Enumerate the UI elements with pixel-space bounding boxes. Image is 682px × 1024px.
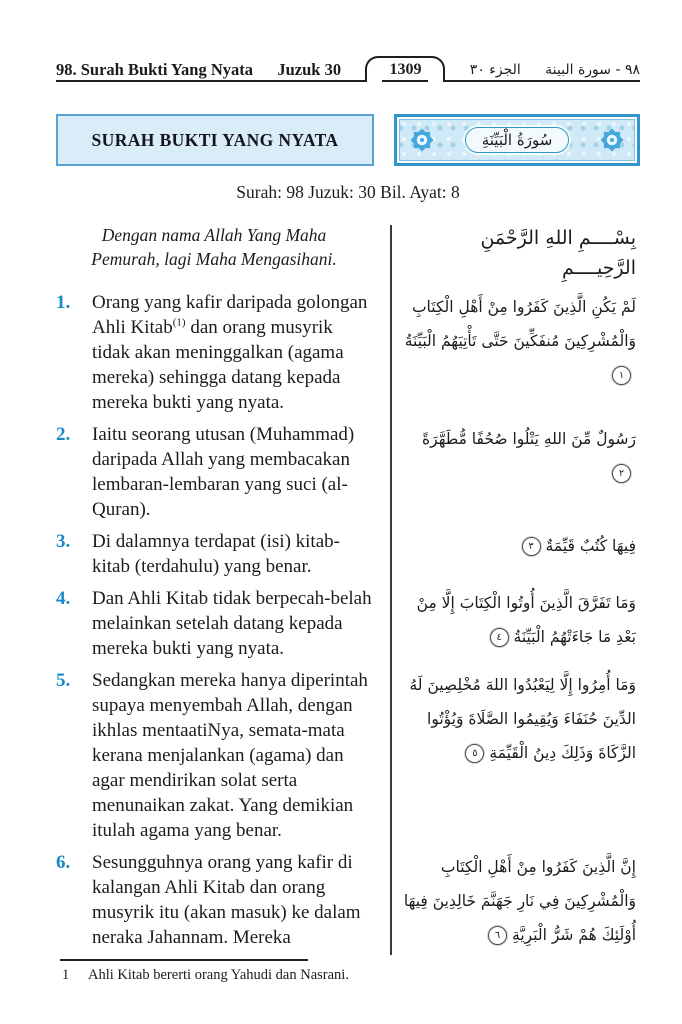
footnote-divider xyxy=(60,959,308,961)
footnote-block xyxy=(56,959,640,985)
surah-meta-line: Surah: 98 Juzuk: 30 Bil. Ayat: 8 xyxy=(236,182,460,202)
verse-6-number: 6. xyxy=(56,852,71,873)
surah-title-banner xyxy=(56,114,374,166)
verse-3-translation: Di dalamnya terdapat (isi) kitab-kitab (terdahulu) yang benar. xyxy=(92,531,340,577)
verse-row-4 xyxy=(56,586,640,661)
page-body xyxy=(56,223,640,983)
verse-3-arabic-cell xyxy=(390,529,640,579)
bismillah-translation-cell xyxy=(56,223,390,283)
ayah-end-marker: ١ xyxy=(612,366,631,385)
verse-1-arabic-cell xyxy=(390,290,640,415)
ayah-end-marker: ٥ xyxy=(465,744,484,763)
verse-2-translation-cell xyxy=(56,422,390,522)
ayah-end-marker: ٦ xyxy=(488,926,507,945)
verse-row-6 xyxy=(56,850,640,952)
verse-2-arabic: رَسُولٌ مِّنَ اللهِ يَتْلُوا صُحُفًا مُّطَهَّرَةً xyxy=(422,430,636,448)
page-header xyxy=(56,50,640,82)
verse-6-arabic: إِنَّ الَّذِينَ كَفَرُوا مِنْ أَهْلِ الْكِتَابِ وَالْمُشْرِكِينَ فِي نَارِ جَهَنَّمَ خَالِدِينَ فِيهَا أُوْلَئِكَ هُمْ شَرُّ الْبَرِيَّةِ xyxy=(403,858,636,944)
verse-1-arabic: لَمْ يَكُنِ الَّذِينَ كَفَرُوا مِنْ أَهْلِ الْكِتَابِ وَالْمُشْرِكِينَ مُنفَكِّينَ حَتَّى تَأْتِيَهُمُ الْبَيِّنَةُ xyxy=(404,298,636,350)
surah-name-cartouche: سُورَةُ الْبَيِّنَةِ xyxy=(465,127,570,153)
footnote-ref-marker: (1) xyxy=(172,316,186,329)
page-number: 1309 xyxy=(382,61,428,82)
verse-5-arabic-cell xyxy=(390,668,640,843)
surah-ornament-banner xyxy=(394,114,640,166)
bismillah-row xyxy=(56,223,640,283)
verse-4-arabic: وَمَا تَفَرَّقَ الَّذِينَ أُوتُوا الْكِتَابَ إِلَّا مِنْ بَعْدِ مَا جَاءَتْهُمُ الْبَيِّنَةُ xyxy=(416,594,636,646)
surah-title-row xyxy=(56,114,640,166)
verse-6-arabic-cell xyxy=(390,850,640,952)
verse-row-2 xyxy=(56,422,640,522)
ornament-star-icon xyxy=(407,125,437,155)
header-juz-arabic: الجزء ٣٠ xyxy=(469,62,521,78)
verse-1-translation-cell xyxy=(56,290,390,415)
ornament-star-icon xyxy=(597,125,627,155)
footnote-text: Ahli Kitab bererti orang Yahudi dan Nasrani. xyxy=(88,967,349,983)
bismillah-translation: Dengan nama Allah Yang Maha Pemurah, lagi Maha Mengasihani. xyxy=(91,225,337,269)
verse-2-translation: Iaitu seorang utusan (Muhammad) daripada Allah yang membacakan lembaran-lembaran yang suci (al-Quran). xyxy=(92,424,355,520)
header-juzuk-label: Juzuk 30 xyxy=(277,60,342,79)
footnote-number: 1 xyxy=(62,967,70,983)
verse-1-number: 1. xyxy=(56,292,71,313)
verse-4-number: 4. xyxy=(56,588,71,609)
verse-2-arabic-cell xyxy=(390,422,640,522)
ayah-end-marker: ٢ xyxy=(612,464,631,483)
verse-6-translation: Sesungguhnya orang yang kafir di kalangan Ahli Kitab dan orang musyrik itu (akan masuk) ke dalam neraka Jahannam. Mereka xyxy=(92,852,361,948)
ayah-end-marker: ٣ xyxy=(522,537,541,556)
footnote xyxy=(56,966,640,985)
verse-2-number: 2. xyxy=(56,424,71,445)
verse-1-translation xyxy=(92,290,372,415)
ayah-end-marker: ٤ xyxy=(490,628,509,647)
verse-3-translation-cell xyxy=(56,529,390,579)
verse-row-3 xyxy=(56,529,640,579)
header-surah-title: 98. Surah Bukti Yang Nyata xyxy=(56,60,253,79)
page-number-tab xyxy=(365,56,445,82)
verse-6-translation-cell xyxy=(56,850,390,952)
verse-5-arabic: وَمَا أُمِرُوا إِلَّا لِيَعْبُدُوا اللهَ مُخْلِصِينَ لَهُ الدِّينَ حُنَفَاءَ وَيُقِيمُوا الصَّلَاةَ وَيُؤْتُوا الزَّكَاةَ وَذَلِكَ دِينُ الْقَيِّمَةِ xyxy=(409,676,636,762)
verse-5-number: 5. xyxy=(56,670,71,691)
verse-3-number: 3. xyxy=(56,531,71,552)
verse-3-arabic: فِيهَا كُتُبٌ قَيِّمَةٌ xyxy=(545,537,636,555)
verse-1-text-post: dan orang musyrik tidak akan meninggalkan (agama mereka) sehingga datang kepada mereka bukti yang nyata. xyxy=(92,317,344,413)
bismillah-arabic: بِسْــــمِ اللهِ الرَّحْمَنِ الرَّحِيــــمِ xyxy=(480,227,636,279)
verse-1-text-pre: Orang yang kafir daripada golongan Ahli Kitab xyxy=(92,292,368,338)
verse-4-translation: Dan Ahli Kitab tidak berpecah-belah melainkan setelah datang kepada mereka bukti yang nyata. xyxy=(92,588,372,659)
verse-5-translation: Sedangkan mereka hanya diperintah supaya menyembah Allah, dengan ikhlas mentaatiNya, semata-mata kerana menjalankan (agama) dan agar mendirikan solat serta menunaikan zakat. Yang demikian itulah agama yang benar. xyxy=(92,670,368,841)
verse-5-translation-cell xyxy=(56,668,390,843)
verse-row-5 xyxy=(56,668,640,843)
header-surah-arabic: ٩٨ - سورة البينة xyxy=(545,62,640,78)
verse-4-arabic-cell xyxy=(390,586,640,661)
verse-row-1 xyxy=(56,290,640,415)
verse-4-translation-cell xyxy=(56,586,390,661)
column-divider xyxy=(390,225,392,955)
surah-title-text: SURAH BUKTI YANG NYATA xyxy=(91,129,339,150)
